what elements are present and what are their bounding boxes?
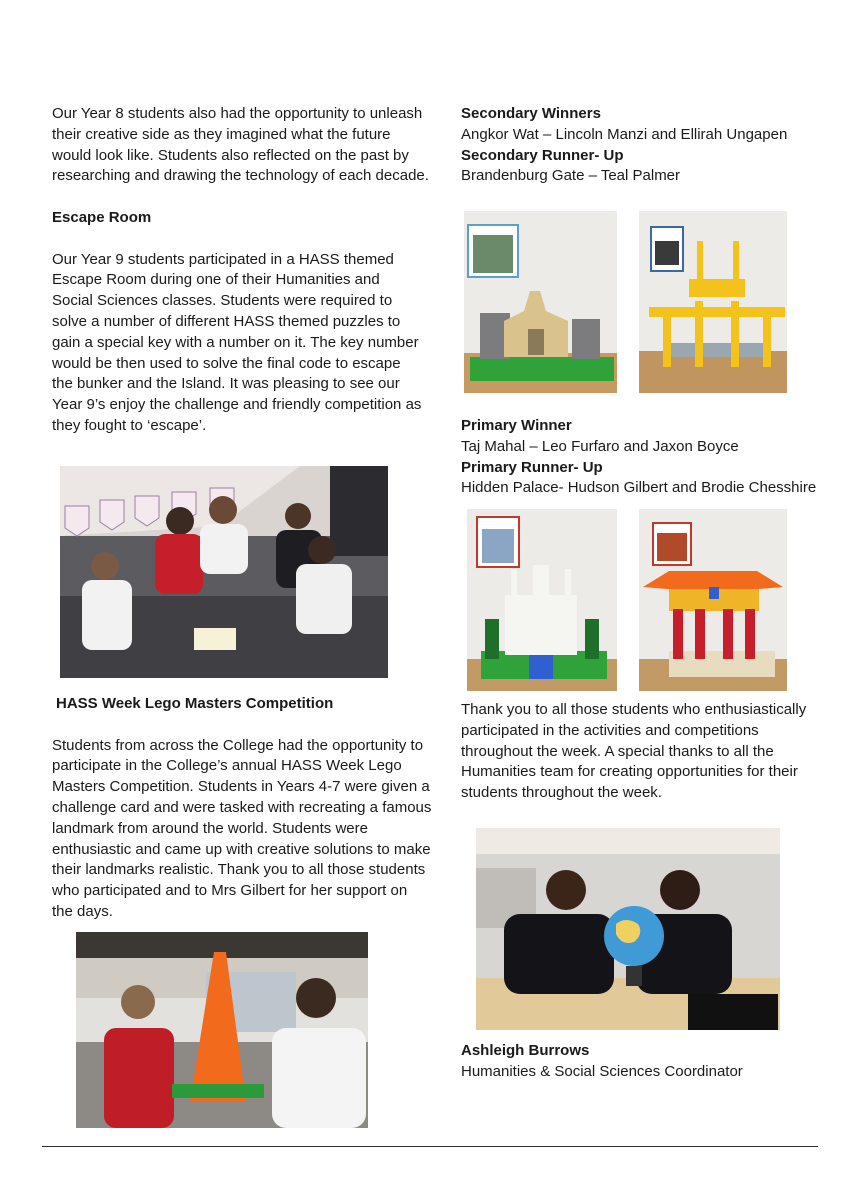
primary-results: [461, 416, 841, 499]
author-block: [461, 1041, 821, 1083]
secondary-results: [461, 104, 831, 187]
secondary-runner-text: Brandenburg Gate – Teal Palmer: [461, 167, 681, 185]
escape-room-paragraph: Our Year 9 students participated in a HASS themed Escape Room during one of their Humanities and Social Sciences classes. Students were required to solve a number of different HASS themed puzzles to gain a special key with a number on it. The key number would be then used to solve the final code to escape the bunker and the Island. It was pleasing to see our Year 9’s enjoy the challenge and friendly competition as they fought to ‘escape’.: [52, 250, 422, 434]
taj-mahal-lego-photo: [467, 509, 617, 691]
primary-winner-text: Taj Mahal – Leo Furfaro and Jaxon Boyce: [461, 437, 739, 455]
primary-winner-label: Primary Winner: [461, 417, 572, 434]
left-column-bottom: [52, 694, 432, 923]
author-name: Ashleigh Burrows: [461, 1042, 590, 1059]
author-role: Humanities & Social Sciences Coordinator: [461, 1062, 743, 1080]
escape-room-photo: [60, 466, 388, 678]
footer-divider: [42, 1146, 818, 1147]
thanks-block: [461, 700, 807, 804]
lego-masters-heading: HASS Week Lego Masters Competition: [56, 695, 334, 712]
hidden-palace-lego-photo: [639, 509, 787, 691]
angkor-wat-lego-photo: [464, 211, 617, 393]
left-column-top: [52, 104, 430, 437]
year8-paragraph: Our Year 8 students also had the opportunity to unleash their creative side as they imagined what the future would look like. Students also reflected on the past by researching and drawing the technology of each decade.: [52, 105, 429, 185]
escape-room-heading: Escape Room: [52, 208, 152, 226]
thanks-paragraph: Thank you to all those students who enthusiastically participated in the activities and competitions throughout the week. A special thanks to all the Humanities team for creating opportunities for their students throughout the week.: [461, 701, 807, 802]
primary-runner-text: Hidden Palace- Hudson Gilbert and Brodie Chesshire: [461, 479, 817, 497]
globe-students-photo: [476, 828, 780, 1030]
lego-tower-photo: [76, 932, 368, 1128]
primary-runner-label: Primary Runner- Up: [461, 458, 603, 476]
secondary-runner-label: Secondary Runner- Up: [461, 146, 624, 164]
secondary-winners-text: Angkor Wat – Lincoln Manzi and Ellirah Ungapen: [461, 125, 788, 143]
secondary-winners-label: Secondary Winners: [461, 105, 601, 122]
brandenburg-gate-lego-photo: [639, 211, 787, 393]
lego-masters-paragraph: Students from across the College had the opportunity to participate in the College’s annual HASS Week Lego Masters Competition. Students in Years 4-7 were given a challenge card and were tasked with recreating a famous landmark from around the world. Students were enthusiastic and came up with creative solutions to make their landmarks realistic. Thank you to all those students who participated and to Mrs Gilbert for her support on the days.: [52, 736, 432, 920]
